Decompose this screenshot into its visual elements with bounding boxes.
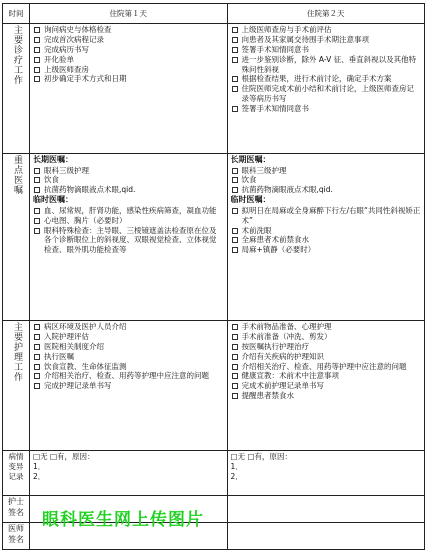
nurse-sign-label: 护士签名 [3, 496, 30, 523]
list-item: 病区环境及医护人员介绍 [33, 322, 224, 332]
list-item: 开化验单 [33, 55, 224, 65]
day1-header: 住院第１天 [30, 4, 228, 24]
nursing-day2 [227, 321, 425, 451]
list-item: 上级医师查房 [33, 65, 224, 75]
list-item: 手术前准备（冲洗、剪发） [231, 332, 422, 342]
list-item: 进一步鉴别诊断，除外 A-V 征、垂直斜视以及其他特殊问性斜视 [231, 55, 422, 75]
checkbox-icon[interactable] [232, 76, 238, 82]
list-item: 按医嘱执行护理治疗 [231, 342, 422, 352]
checkbox-icon[interactable] [34, 67, 40, 73]
variance-line-1: 1． [230, 461, 243, 471]
checkbox-icon[interactable] [34, 334, 40, 340]
variance-line-2: 2． [33, 471, 46, 481]
checkbox-icon[interactable] [232, 247, 238, 253]
checkbox-icon[interactable] [232, 177, 238, 183]
list-item: 完成术前护理记录单书写 [231, 381, 422, 391]
variance-row [3, 451, 425, 496]
nursing-row [3, 321, 425, 451]
checkbox-icon[interactable] [232, 237, 238, 243]
checkbox-icon[interactable] [34, 228, 40, 234]
checkbox-icon[interactable] [34, 76, 40, 82]
variance-day1[interactable] [30, 451, 228, 496]
checkbox-icon[interactable] [232, 334, 238, 340]
list-item: 介绍有关疾病的护理知识 [231, 352, 422, 362]
nursing-day1 [30, 321, 228, 451]
orders-label-cell [3, 154, 30, 321]
orders-row [3, 154, 425, 321]
nurse-sign-day2[interactable] [227, 496, 425, 523]
checkbox-icon[interactable] [34, 187, 40, 193]
checkbox-icon[interactable] [34, 37, 40, 43]
list-item: 全麻患者术前禁食水 [231, 235, 422, 245]
checkbox-icon[interactable] [34, 218, 40, 224]
doctor-work-day2 [227, 24, 425, 154]
orders-day2 [227, 154, 425, 321]
checkbox-icon[interactable] [232, 168, 238, 174]
list-item: 抗菌药物滴眼液点术眼,qid. [33, 185, 224, 195]
temporary-orders-header: 临时医嘱： [33, 195, 73, 205]
variance-line-1: 1． [33, 461, 46, 471]
list-item: 完成护理记录单书写 [33, 381, 224, 391]
doctor-work-label-cell [3, 24, 30, 154]
day2-header: 住院第２天 [227, 4, 425, 24]
variance-line-2: 2． [230, 471, 243, 481]
checkbox-icon[interactable] [232, 228, 238, 234]
long-term-orders-header: 长期医嘱： [33, 155, 73, 164]
list-item: 执行医嘱 [33, 352, 224, 362]
checkbox-icon[interactable] [232, 106, 238, 112]
list-item: 提醒患者禁食水 [231, 391, 422, 401]
list-item: 饮食宣教、生命体征监测 [33, 362, 224, 372]
list-item: 签署手术知情同意书 [231, 104, 422, 114]
checkbox-icon[interactable] [34, 177, 40, 183]
checkbox-icon[interactable] [232, 37, 238, 43]
checkbox-icon[interactable] [34, 47, 40, 53]
list-item: 局麻+镇静（必要时） [231, 245, 422, 255]
checkbox-icon[interactable] [232, 373, 238, 379]
orders-label: 重点医嘱 [11, 155, 22, 195]
list-item: 住院医师完成术前小结和术前讨论，上级医师查房记录等病历书写 [231, 84, 422, 104]
list-item: 抗菌药物滴眼液点术眼,qid. [231, 185, 422, 195]
variance-options[interactable]: □无 □有，原因： [230, 452, 293, 461]
list-item: 上级医师查房与手术前评估 [231, 25, 422, 35]
checkbox-icon[interactable] [34, 364, 40, 370]
time-header: 时间 [3, 4, 30, 24]
doctor-work-label: 主要诊疗工作 [11, 25, 22, 85]
list-item: 健康宣教：术前术中注意事项 [231, 371, 422, 381]
variance-label: 病情变异记录 [3, 451, 30, 496]
list-item: 询问病史与体格检查 [33, 25, 224, 35]
checkbox-icon[interactable] [232, 47, 238, 53]
nursing-label-cell [3, 321, 30, 451]
list-item: 血、尿常规，肝肾功能，感染性疾病筛查，凝血功能 [33, 206, 224, 216]
list-item: 饮食 [33, 175, 224, 185]
checkbox-icon[interactable] [232, 27, 238, 33]
checkbox-icon[interactable] [34, 383, 40, 389]
variance-day2[interactable] [227, 451, 425, 496]
list-item: 初步确定手术方式和日期 [33, 74, 224, 84]
checkbox-icon[interactable] [34, 373, 40, 379]
checkbox-icon[interactable] [232, 364, 238, 370]
checkbox-icon[interactable] [34, 27, 40, 33]
doctor-work-day1 [30, 24, 228, 154]
checkbox-icon[interactable] [232, 187, 238, 193]
checkbox-icon[interactable] [232, 57, 238, 63]
list-item: 完成首次病程记录 [33, 35, 224, 45]
header-row [3, 4, 425, 24]
doctor-work-row [3, 24, 425, 154]
list-item: 医院相关制度介绍 [33, 342, 224, 352]
list-item: 饮食 [231, 175, 422, 185]
list-item: 完成病历书写 [33, 45, 224, 55]
checkbox-icon[interactable] [34, 344, 40, 350]
list-item: 向患者及其家属交待围手术期注意事项 [231, 35, 422, 45]
list-item: 眼科三级护理 [231, 166, 422, 176]
checkbox-icon[interactable] [232, 86, 238, 92]
checkbox-icon[interactable] [34, 354, 40, 360]
orders-day1 [30, 154, 228, 321]
long-term-orders-header: 长期医嘱： [230, 155, 271, 164]
list-item: 签署手术知情同意书 [231, 45, 422, 55]
doctor-sign-label: 医师签名 [3, 523, 30, 550]
list-item: 眼科特殊检查：主导眼、三棱镜遮盖法检查原在位及各个诊断眼位上的斜视度、双眼视觉检查、立体视觉检查、眼外肌功能检查等 [33, 226, 224, 256]
checkbox-icon[interactable] [34, 324, 40, 330]
checkbox-icon[interactable] [34, 208, 40, 214]
checkbox-icon[interactable] [232, 393, 238, 399]
checkbox-icon[interactable] [34, 168, 40, 174]
checkbox-icon[interactable] [34, 57, 40, 63]
list-item: 介绍相关治疗、检查、用药等护理中应注意的问题 [33, 371, 224, 381]
doctor-sign-day2[interactable] [227, 523, 425, 550]
variance-options[interactable]: □无 □有，原因： [33, 452, 95, 461]
list-item: 手术前物品准备、心理护理 [231, 322, 422, 332]
checkbox-icon[interactable] [232, 324, 238, 330]
list-item: 拟明日在局麻或全身麻醉下行左/右眼“共同性斜视矫正术” [231, 206, 422, 226]
list-item: 根据检查结果，进行术前讨论，确定手术方案 [231, 74, 422, 84]
checkbox-icon[interactable] [232, 344, 238, 350]
watermark: 眼科医生网上传图片 [42, 510, 204, 530]
list-item: 入院护理评估 [33, 332, 224, 342]
list-item: 介绍相关治疗、检查、用药等护理中应注意的问题 [231, 362, 422, 372]
nursing-label: 主要护理工作 [11, 322, 22, 382]
clinical-pathway-table [2, 3, 425, 550]
list-item: 术前洗眼 [231, 226, 422, 236]
checkbox-icon[interactable] [232, 354, 238, 360]
list-item: 眼科三级护理 [33, 166, 224, 176]
temporary-orders-header: 临时医嘱： [230, 195, 271, 205]
list-item: 心电图、胸片（必要时） [33, 216, 224, 226]
checkbox-icon[interactable] [232, 208, 238, 214]
checkbox-icon[interactable] [232, 383, 238, 389]
